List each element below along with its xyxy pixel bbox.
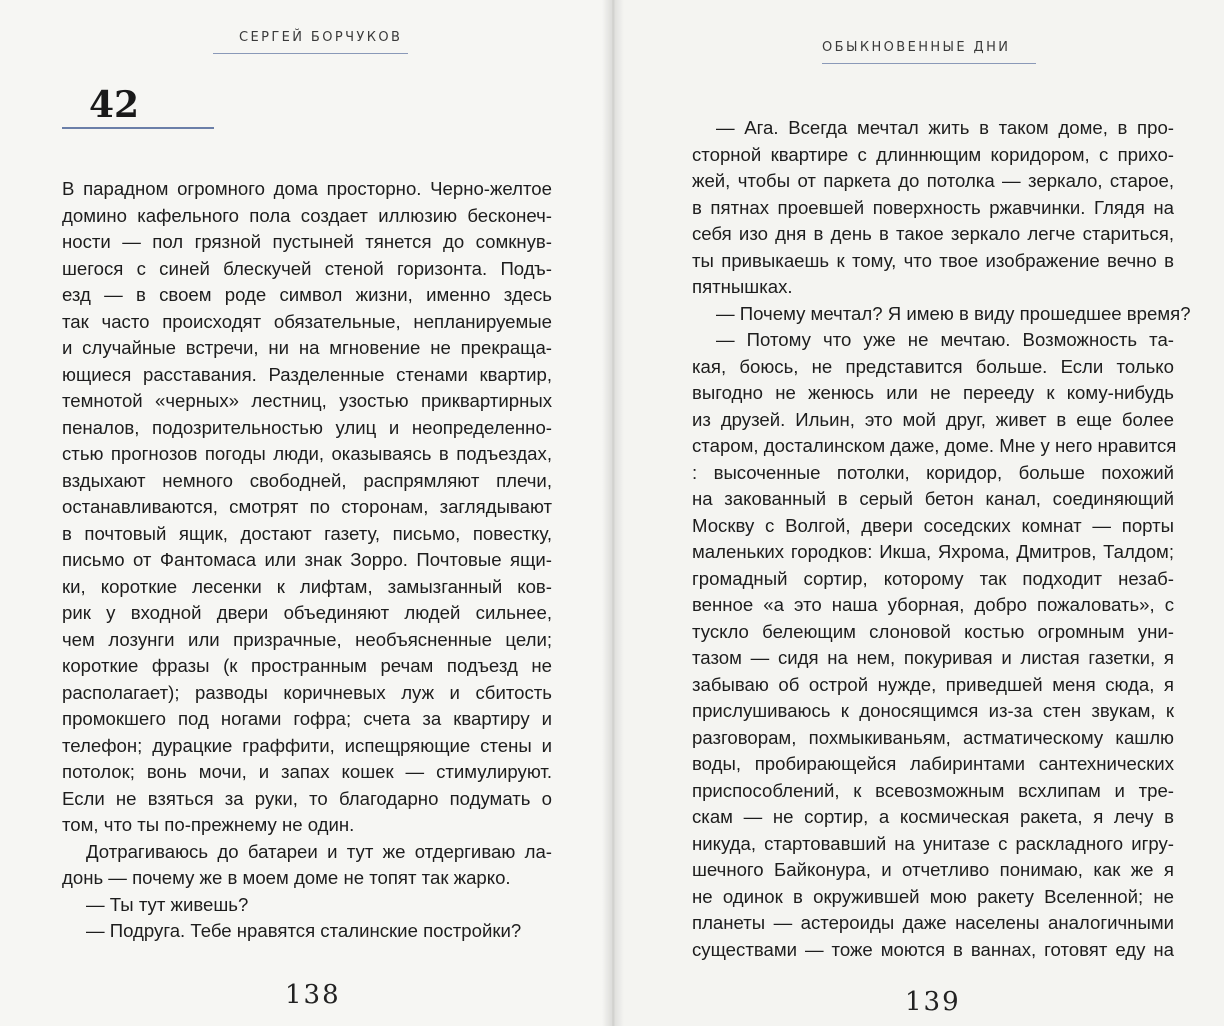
text-line: планеты — астероиды даже населены аналогичными <box>692 912 1174 933</box>
text-line: промокшего под ногами гофра; счета за квартиру и <box>62 708 552 729</box>
text-line: разговорам, похмыкиваньям, астматическому кашлю <box>692 726 1174 748</box>
text-line: пеналов, подозрительностью улиц и неопределенно- <box>62 416 552 438</box>
text-line: тазом — сидя на нем, покуривая и листая газетки, я <box>692 647 1174 668</box>
text-line: пятнышках. <box>692 276 793 297</box>
text-line: выгодно не женюсь или не перееду к кому-нибудь <box>692 382 1174 403</box>
text-line: : высоченные потолки, коридор, больше похожий <box>692 461 1174 483</box>
text-line: прислушиваюсь к доносящимся из-за стен звукам, к <box>692 700 1174 721</box>
right-text-block <box>692 115 1191 963</box>
chapter-number: 42 <box>89 84 140 126</box>
text-line: тускло белеющим слоновой костью огромным уни- <box>692 620 1174 642</box>
text-line: старом, досталинском даже, доме. Мне у него нравится <box>692 435 1177 456</box>
text-line: и случайные встречи, ни на мгновение не прекраща- <box>62 337 552 358</box>
text-line: ты привыкаешь к тому, что твое изображение вечно в <box>692 249 1174 271</box>
text-line: короткие фразы (к пространным речам подъезд не <box>62 655 552 676</box>
text-line: телефон; дурацкие граффити, испещряющие стены и <box>62 734 552 756</box>
text-line: громадный сортир, которому так подходит незаб- <box>692 567 1174 589</box>
text-line: приспособлений, к всевозможным всхлипам и тре- <box>692 779 1174 801</box>
text-line: ющиеся расставания. Разделенные стенами квартир, <box>62 363 552 385</box>
chapter-rule <box>62 127 214 129</box>
text-line: — Ты тут живешь? <box>86 893 249 915</box>
text-line: располагает); разводы коричневых луж и сбитость <box>62 681 552 703</box>
text-line: сторной квартире с длиннющим коридором, с прихо- <box>692 143 1174 165</box>
text-line: письмо от Фантомаса или знак Зорро. Почтовые ящи- <box>62 549 552 570</box>
text-line: себя изо дня в день в такое зеркало легче стариться, <box>692 223 1174 244</box>
right-page-number: 139 <box>905 987 961 1017</box>
text-line: не одинок в окружившей мою ракету Вселенной; не <box>692 885 1174 907</box>
text-line: рик у входной двери объединяют людей сильнее, <box>62 602 552 623</box>
text-line: венное «а это наша уборная, добро пожаловать», с <box>692 594 1174 615</box>
left-running-head-rule <box>213 53 408 54</box>
text-line: забываю об острой нужде, приведшей меня сюда, я <box>692 673 1174 695</box>
text-line: на закованный в серый бетон канал, соединяющий <box>692 488 1174 509</box>
right-running-head-rule <box>822 63 1036 64</box>
book-gutter <box>602 0 624 1026</box>
text-line: воды, пробирающейся лабиринтами сантехнических <box>692 753 1174 774</box>
left-running-head: СЕРГЕЙ БОРЧУКОВ <box>239 30 403 45</box>
text-line: донь — почему же в моем доме не топят так жарко. <box>62 867 511 888</box>
text-line: маленьких городков: Икша, Яхрома, Дмитров, Талдом; <box>692 541 1174 562</box>
text-line: кая, боюсь, не представится больше. Если только <box>692 355 1174 377</box>
text-line: Москву с Волгой, двери соседских комнат — порты <box>692 514 1174 536</box>
text-line: в почтовый ящик, достают газету, письмо, повестку, <box>62 522 552 544</box>
left-text-block <box>62 176 552 945</box>
text-line: шегося с синей блескучей стеной горизонта. Подъ- <box>62 257 552 279</box>
text-line: из друзей. Ильин, это мой друг, живет в еще более <box>692 408 1174 430</box>
text-line: — Потому что уже не мечтаю. Возможность та- <box>716 329 1174 350</box>
text-line: езд — в своем роде символ жизни, именно здесь <box>62 284 552 305</box>
text-line: чем лозунги или призрачные, необъясненные цели; <box>62 628 552 650</box>
text-line: останавливаются, смотрят по сторонам, заглядывают <box>62 496 552 517</box>
text-line: — Почему мечтал? Я имею в виду прошедшее время? <box>716 302 1191 324</box>
left-page-number: 138 <box>285 980 341 1010</box>
text-line: ки, короткие лесенки к лифтам, замызганный ков- <box>62 575 552 597</box>
text-line: ности — пол грязной пустыней тянется до сомкнув- <box>62 231 552 252</box>
text-line: так часто происходят обязательные, непланируемые <box>62 310 552 332</box>
text-line: — Ага. Всегда мечтал жить в таком доме, в про- <box>716 117 1174 138</box>
text-line: жей, чтобы от паркета до потолка — зеркало, старое, <box>692 170 1174 191</box>
text-line: том, что ты по-прежнему не один. <box>62 814 355 835</box>
text-line: Дотрагиваюсь до батареи и тут же отдергиваю ла- <box>86 840 552 862</box>
text-line: потолок; вонь мочи, и запах кошек — стимулируют. <box>62 761 552 782</box>
text-line: шечного Байконура, и отчетливо понимаю, как же я <box>692 859 1174 880</box>
text-line: в пятнах проевшей поверхность ржавчинки. Глядя на <box>692 196 1174 218</box>
text-line: скам — не сортир, а космическая ракета, я лечу в <box>692 806 1174 827</box>
text-line: стью прогнозов погоды люди, оказываясь в подъездах, <box>62 443 552 464</box>
text-line: вздыхают немного свободней, распрямляют плечи, <box>62 469 552 491</box>
right-running-head: ОБЫКНОВЕННЫЕ ДНИ <box>822 40 1011 55</box>
text-line: домино кафельного пола создает иллюзию бесконеч- <box>62 204 552 226</box>
text-line: В парадном огромного дома просторно. Черно-желтое <box>62 178 552 199</box>
text-line: темнотой «черных» лестниц, узостью приквартирных <box>62 390 552 411</box>
text-line: Если не взяться за руки, то благодарно подумать о <box>62 787 552 809</box>
text-line: никуда, стартовавший на унитазе с раскладного игру- <box>692 832 1174 854</box>
right-page <box>612 0 1224 1026</box>
text-line: существами — тоже моются в ваннах, готовят еду на <box>692 938 1174 960</box>
text-line: — Подруга. Тебе нравятся сталинские постройки? <box>86 920 522 941</box>
